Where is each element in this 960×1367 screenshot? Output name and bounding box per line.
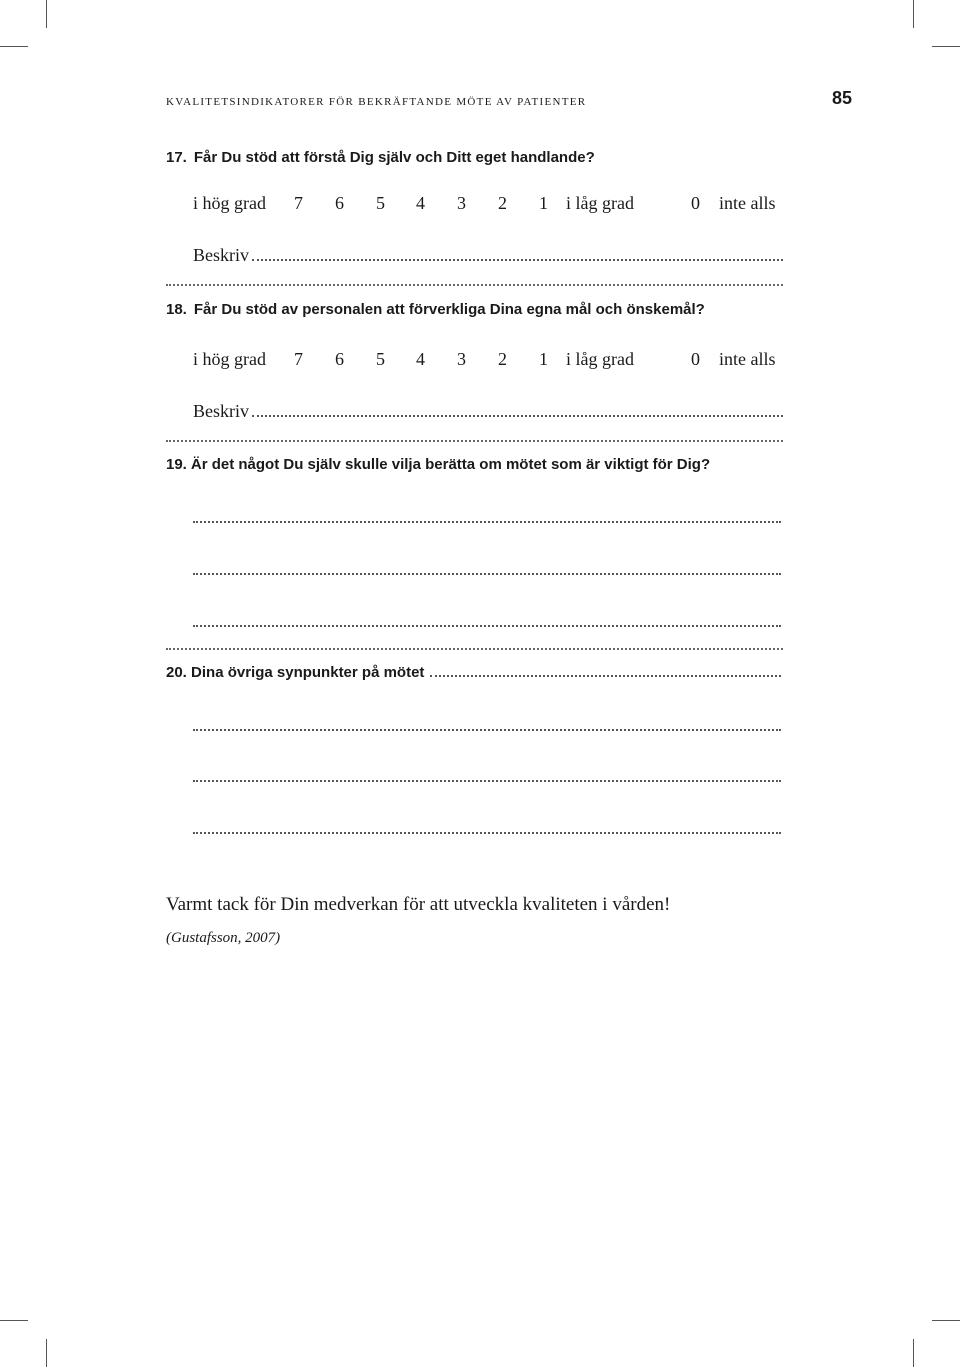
question-number: 19.: [166, 456, 187, 473]
question-text: Får Du stöd att förstå Dig själv och Ditt eget handlande?: [193, 149, 595, 166]
describe-line-17[interactable]: [193, 245, 783, 266]
scale-option-0[interactable]: 0: [691, 193, 700, 213]
question-text: Dina övriga synpunkter på mötet: [191, 664, 425, 681]
answer-dots[interactable]: [193, 832, 781, 834]
answer-dots[interactable]: [166, 284, 783, 286]
question-20: [166, 664, 781, 681]
crop-mark: [46, 0, 47, 28]
scale-option-5[interactable]: 5: [376, 349, 385, 369]
scale-none-label[interactable]: inte alls: [719, 193, 776, 213]
crop-mark: [0, 1320, 28, 1321]
describe-label: Beskriv: [193, 401, 249, 421]
scale-option-1[interactable]: 1: [539, 193, 548, 213]
scale-option-7[interactable]: 7: [294, 349, 303, 369]
scale-high-label[interactable]: i hög grad: [193, 193, 266, 213]
crop-mark: [913, 0, 914, 28]
question-number: 18.: [166, 301, 187, 318]
scale-option-7[interactable]: 7: [294, 193, 303, 213]
question-19: [166, 456, 710, 473]
answer-dots[interactable]: [430, 664, 781, 677]
citation: (Gustafsson, 2007): [166, 930, 281, 946]
closing-thanks: Varmt tack för Din medverkan för att utveckla kvaliteten i vården!: [166, 894, 671, 915]
rating-scale-18: [193, 349, 783, 375]
question-text: Får Du stöd av personalen att förverkliga Dina egna mål och önskemål?: [193, 301, 705, 318]
scale-option-0[interactable]: 0: [691, 349, 700, 369]
running-head: KVALITETSINDIKATORER FÖR BEKRÄFTANDE MÖTE AV PATIENTER: [166, 96, 587, 108]
answer-dots[interactable]: [193, 625, 781, 627]
answer-dots[interactable]: [193, 573, 781, 575]
question-number: 17.: [166, 149, 187, 166]
scale-option-5[interactable]: 5: [376, 193, 385, 213]
answer-dots[interactable]: [166, 440, 783, 442]
scale-option-1[interactable]: 1: [539, 349, 548, 369]
crop-mark: [0, 46, 28, 47]
crop-mark: [913, 1339, 914, 1367]
answer-dots[interactable]: [252, 245, 783, 261]
scale-option-4[interactable]: 4: [416, 349, 425, 369]
question-number: 20.: [166, 664, 187, 681]
question-text: Är det något Du själv skulle vilja berätta om mötet som är viktigt för Dig?: [190, 456, 711, 473]
answer-dots[interactable]: [193, 729, 781, 731]
question-18: [166, 301, 705, 318]
answer-dots[interactable]: [193, 521, 781, 523]
crop-mark: [46, 1339, 47, 1367]
scale-option-3[interactable]: 3: [457, 349, 466, 369]
scale-low-label[interactable]: i låg grad: [566, 193, 634, 213]
scale-option-4[interactable]: 4: [416, 193, 425, 213]
question-17: [166, 149, 595, 166]
scale-high-label[interactable]: i hög grad: [193, 349, 266, 369]
describe-line-18[interactable]: [193, 401, 783, 422]
scale-option-6[interactable]: 6: [335, 349, 344, 369]
answer-dots[interactable]: [252, 401, 783, 417]
scale-none-label[interactable]: inte alls: [719, 349, 776, 369]
answer-dots[interactable]: [193, 780, 781, 782]
page-number: 85: [831, 88, 852, 108]
rating-scale-17: [193, 193, 783, 219]
crop-mark: [932, 46, 960, 47]
scale-option-2[interactable]: 2: [498, 193, 507, 213]
scale-option-3[interactable]: 3: [457, 193, 466, 213]
scale-option-2[interactable]: 2: [498, 349, 507, 369]
crop-mark: [932, 1320, 960, 1321]
answer-dots[interactable]: [166, 648, 783, 650]
scale-low-label[interactable]: i låg grad: [566, 349, 634, 369]
scale-option-6[interactable]: 6: [335, 193, 344, 213]
describe-label: Beskriv: [193, 245, 249, 265]
